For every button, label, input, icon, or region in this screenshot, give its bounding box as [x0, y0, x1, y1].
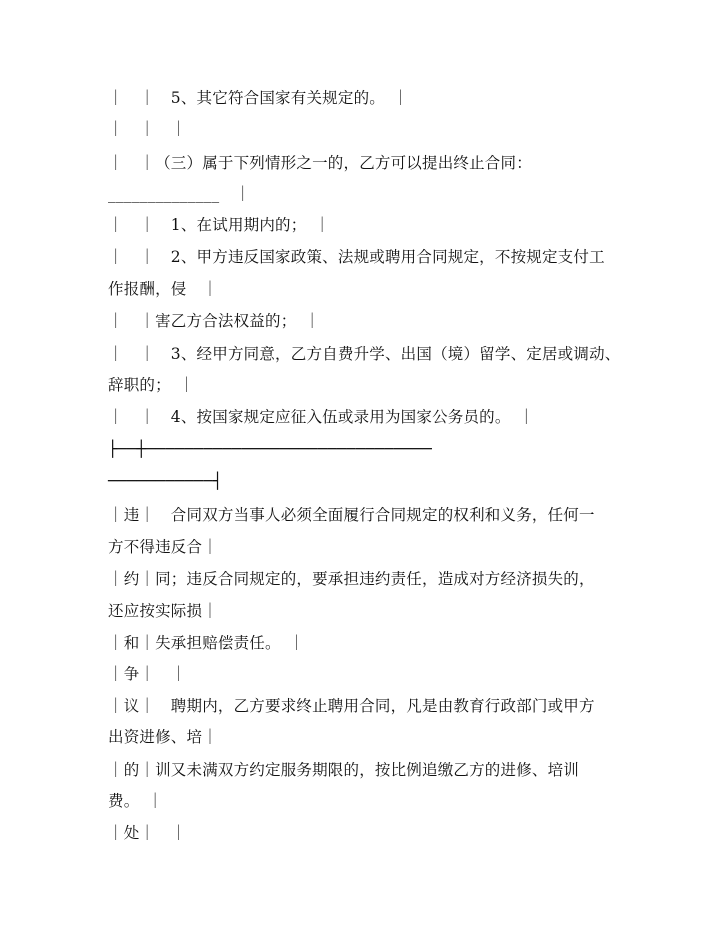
- table-border-line: ├──┼──────────────────────────────: [108, 440, 433, 458]
- text-line: ｜ ｜ ｜: [108, 120, 187, 138]
- text-line: 出资进修、培｜: [108, 728, 218, 746]
- text-line: ｜和｜失承担赔偿责任。 ｜: [108, 634, 305, 652]
- text-line: 方不得违反合｜: [108, 538, 218, 556]
- text-line: ｜ ｜ 4、按国家规定应征入伍或录用为国家公务员的。 ｜: [108, 408, 535, 426]
- text-line: ｜的｜训又未满双方约定服务期限的，按比例追缴乙方的进修、培训: [108, 761, 580, 779]
- text-line: ______________ ｜: [108, 185, 251, 203]
- text-line: ｜约｜同；违反合同规定的，要承担违约责任，造成对方经济损失的，: [108, 570, 595, 588]
- text-line: ｜ ｜ 1、在试用期内的； ｜: [108, 216, 331, 234]
- text-line: ｜ ｜ 2、甲方违反国家政策、法规或聘用合同规定，不按规定支付工: [108, 248, 605, 266]
- text-line: ｜处｜ ｜: [108, 824, 187, 842]
- text-line: ｜ ｜（三）属于下列情形之一的，乙方可以提出终止合同：: [108, 154, 532, 172]
- text-line: ｜ ｜ 5、其它符合国家有关规定的。 ｜: [108, 89, 409, 107]
- text-line: ｜违｜ 合同双方当事人必须全面履行合同规定的权利和义务，任何一: [108, 506, 595, 524]
- text-line: ｜争｜ ｜: [108, 665, 187, 683]
- text-line: 作报酬，侵 ｜: [108, 280, 218, 298]
- text-line: 费。 ｜: [108, 792, 164, 810]
- table-border-line: ───────────┤: [108, 472, 223, 490]
- text-line: ｜ ｜ 3、经甲方同意，乙方自费升学、出国（境）留学、定居或调动、: [108, 345, 621, 363]
- text-line: ｜议｜ 聘期内，乙方要求终止聘用合同，凡是由教育行政部门或甲方: [108, 697, 595, 715]
- text-line: 辞职的； ｜: [108, 376, 195, 394]
- text-line: 还应按实际损｜: [108, 602, 218, 620]
- text-line: ｜ ｜害乙方合法权益的； ｜: [108, 312, 321, 330]
